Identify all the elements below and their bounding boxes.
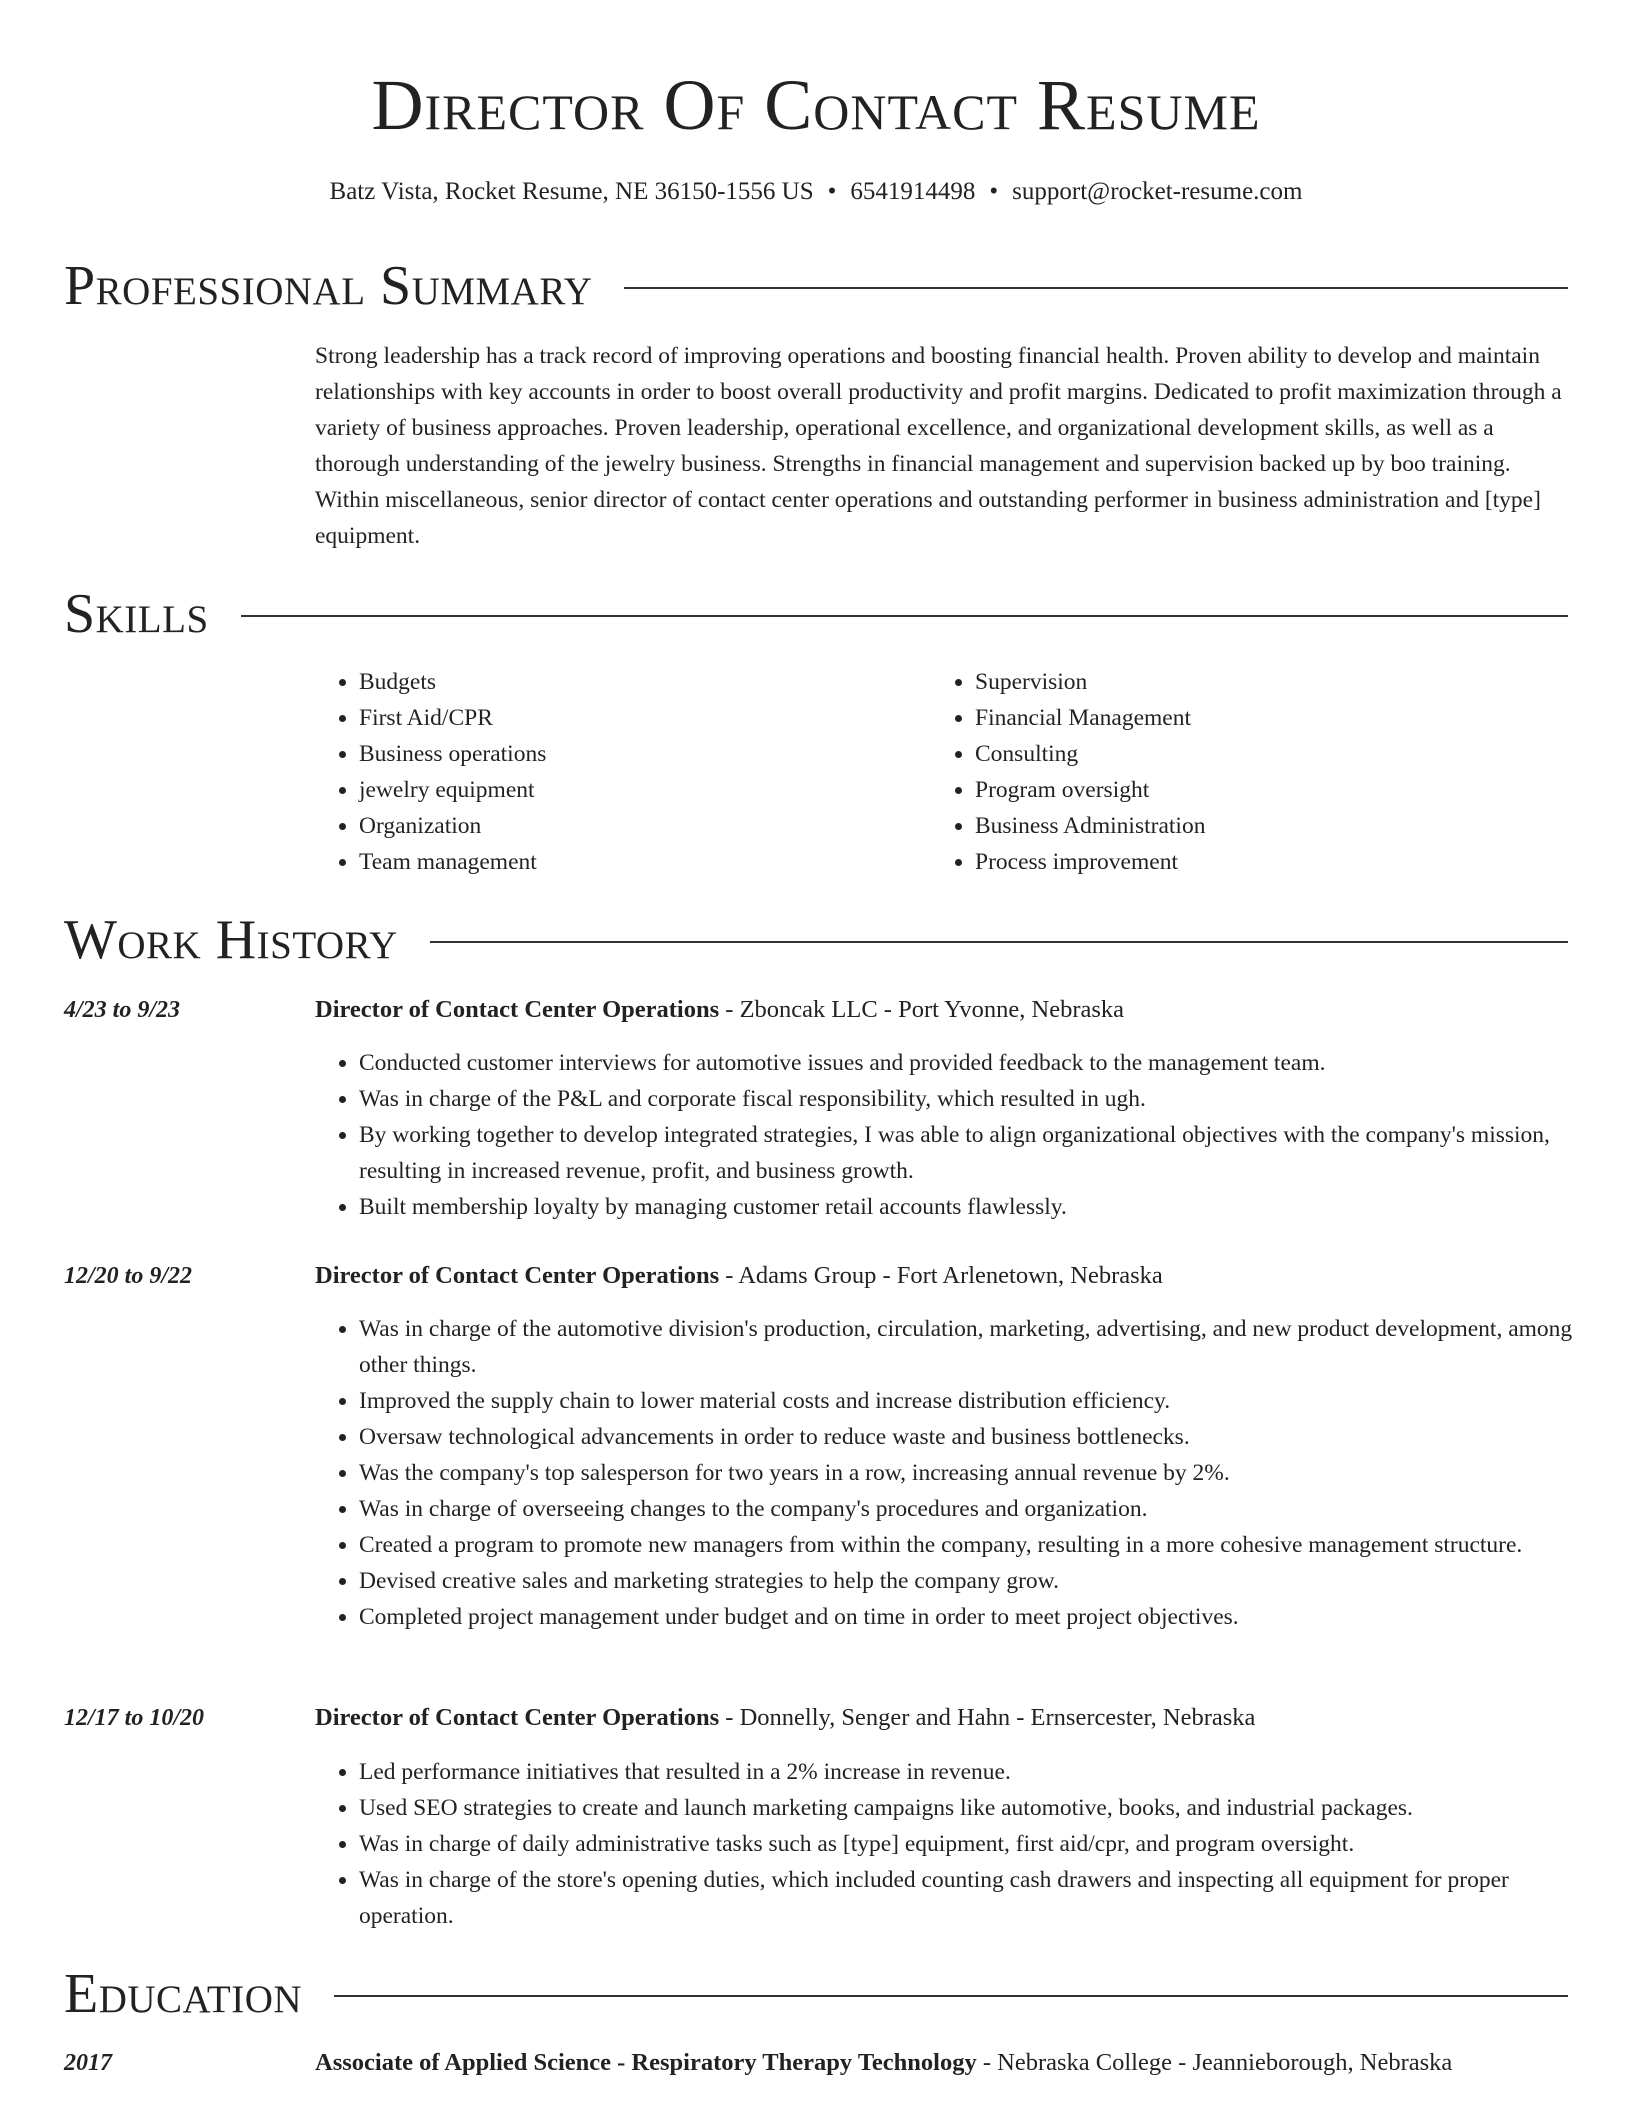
section-divider bbox=[334, 1995, 1568, 1997]
list-item: • Consulting bbox=[975, 736, 1491, 772]
work-heading: Work History bbox=[64, 909, 398, 971]
section-divider bbox=[624, 287, 1568, 289]
skills-list-left bbox=[315, 664, 875, 880]
summary-heading: Professional Summary bbox=[64, 255, 593, 317]
job-employer: - Donnelly, Senger and Hahn - Ernsercester, Nebraska bbox=[719, 1704, 1256, 1731]
list-item: • Budgets bbox=[359, 664, 875, 700]
job-heading bbox=[315, 1700, 1595, 1736]
list-item: • Oversaw technological advancements in order to reduce waste and business bottlenecks. bbox=[359, 1419, 1575, 1455]
list-item: • Business Administration bbox=[975, 808, 1491, 844]
list-item: • Was in charge of overseeing changes to the company's procedures and organization. bbox=[359, 1491, 1575, 1527]
education-section-header bbox=[64, 1962, 1568, 2026]
list-item: • Was in charge of the automotive division's production, circulation, marketing, advertising, and new product development, among other things. bbox=[359, 1311, 1575, 1383]
skills-heading: Skills bbox=[64, 583, 209, 645]
job-heading bbox=[315, 992, 1595, 1028]
job-dates: 12/17 to 10/20 bbox=[64, 1705, 205, 1731]
list-item: • Built membership loyalty by managing customer retail accounts flawlessly. bbox=[359, 1189, 1575, 1225]
list-item: • Was in charge of the P&L and corporate fiscal responsibility, which resulted in ugh. bbox=[359, 1081, 1575, 1117]
section-divider bbox=[430, 941, 1568, 943]
job-title: Director of Contact Center Operations bbox=[315, 1262, 720, 1289]
job-bullets bbox=[315, 1754, 1575, 1934]
summary-text: Strong leadership has a track record of improving operations and boosting financial health. Proven ability to develop and maintain relationships with key accounts in order to boost overall productivity and profit margins. Dedicated to profit maximization through a variety of business approaches. Proven leadership, operational excellence, and organizational development skills, as well as a thorough understanding of the jewelry business. Strengths in financial management and supervision backed up by boo training. Within miscellaneous, senior director of contact center operations and outstanding performer in business administration and [type] equipment. bbox=[315, 343, 1562, 549]
education-school: - Nebraska College - Jeannieborough, Nebraska bbox=[976, 2049, 1453, 2076]
skills-column-left bbox=[315, 664, 875, 880]
education-heading: Education bbox=[64, 1963, 303, 2025]
skills-column-right bbox=[931, 664, 1491, 880]
contact-separator: • bbox=[827, 178, 837, 205]
list-item: • Devised creative sales and marketing strategies to help the company grow. bbox=[359, 1563, 1575, 1599]
job-title: Director of Contact Center Operations bbox=[315, 1704, 720, 1731]
summary-section-header bbox=[64, 254, 1568, 318]
list-item: • Business operations bbox=[359, 736, 875, 772]
skills-section-header bbox=[64, 582, 1568, 646]
section-divider bbox=[241, 615, 1568, 617]
list-item: • Led performance initiatives that resulted in a 2% increase in revenue. bbox=[359, 1754, 1575, 1790]
list-item: • Team management bbox=[359, 844, 875, 880]
summary-body bbox=[315, 338, 1575, 554]
list-item: • Completed project management under budget and on time in order to meet project objectives. bbox=[359, 1599, 1575, 1635]
job-bullet-list bbox=[315, 1311, 1575, 1635]
job-employer: - Zboncak LLC - Port Yvonne, Nebraska bbox=[719, 996, 1125, 1023]
list-item: • Was in charge of the store's opening duties, which included counting cash drawers and inspecting all equipment for proper operation. bbox=[359, 1862, 1575, 1934]
job-bullets bbox=[315, 1311, 1575, 1635]
list-item: • jewelry equipment bbox=[359, 772, 875, 808]
contact-email: support@rocket-resume.com bbox=[1012, 178, 1303, 205]
list-item: • Conducted customer interviews for automotive issues and provided feedback to the management team. bbox=[359, 1045, 1575, 1081]
list-item: • Program oversight bbox=[975, 772, 1491, 808]
list-item: • Process improvement bbox=[975, 844, 1491, 880]
resume-title: Director Of Contact Resume bbox=[371, 65, 1261, 145]
job-heading bbox=[315, 1258, 1595, 1294]
job-dates: 4/23 to 9/23 bbox=[64, 997, 181, 1023]
list-item: • Created a program to promote new managers from within the company, resulting in a more cohesive management structure. bbox=[359, 1527, 1575, 1563]
contact-separator: • bbox=[989, 178, 999, 205]
list-item: • Used SEO strategies to create and launch marketing campaigns like automotive, books, and industrial packages. bbox=[359, 1790, 1575, 1826]
list-item: • By working together to develop integrated strategies, I was able to align organizational objectives with the company's mission, resulting in increased revenue, profit, and business growth. bbox=[359, 1117, 1575, 1189]
education-heading-line bbox=[315, 2045, 1595, 2081]
job-bullet-list bbox=[315, 1045, 1575, 1225]
list-item: • Was in charge of daily administrative tasks such as [type] equipment, first aid/cpr, and program oversight. bbox=[359, 1826, 1575, 1862]
contact-phone: 6541914498 bbox=[850, 178, 976, 205]
work-section-header bbox=[64, 908, 1568, 972]
list-item: • First Aid/CPR bbox=[359, 700, 875, 736]
job-bullet-list bbox=[315, 1754, 1575, 1934]
education-year: 2017 bbox=[64, 2050, 112, 2076]
job-employer: - Adams Group - Fort Arlenetown, Nebraska bbox=[719, 1262, 1163, 1289]
contact-address: Batz Vista, Rocket Resume, NE 36150-1556 US bbox=[329, 178, 814, 205]
contact-line bbox=[0, 176, 1632, 208]
list-item: • Organization bbox=[359, 808, 875, 844]
job-title: Director of Contact Center Operations bbox=[315, 996, 720, 1023]
list-item: • Was the company's top salesperson for two years in a row, increasing annual revenue by 2%. bbox=[359, 1455, 1575, 1491]
list-item: • Improved the supply chain to lower material costs and increase distribution efficiency. bbox=[359, 1383, 1575, 1419]
education-degree: Associate of Applied Science - Respiratory Therapy Technology bbox=[315, 2049, 977, 2076]
job-dates: 12/20 to 9/22 bbox=[64, 1263, 193, 1289]
list-item: • Financial Management bbox=[975, 700, 1491, 736]
skills-list-right bbox=[931, 664, 1491, 880]
list-item: • Supervision bbox=[975, 664, 1491, 700]
job-bullets bbox=[315, 1045, 1575, 1225]
